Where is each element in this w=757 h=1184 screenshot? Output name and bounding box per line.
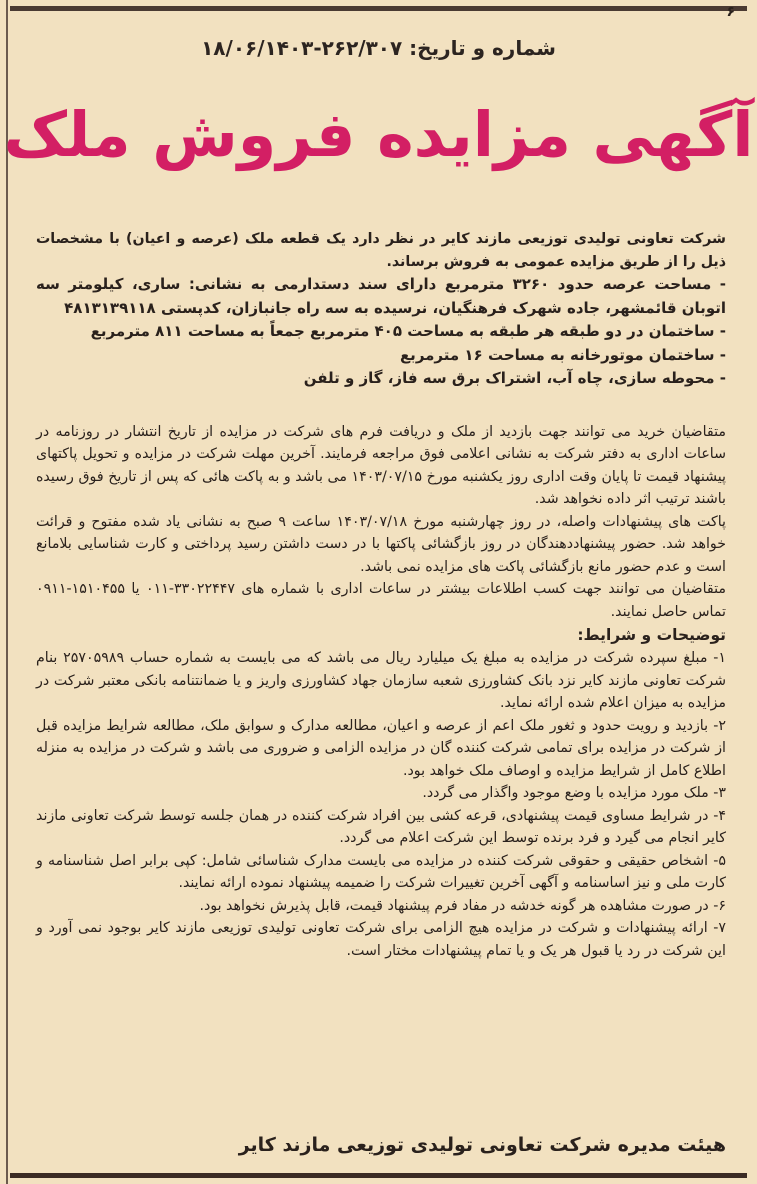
ad-title: آگهی مزایده فروش ملک [3, 98, 754, 171]
notice-paragraph: پاکت های پیشنهادات واصله، در روز چهارشنبه مورخ ۱۴۰۳/۰۷/۱۸ ساعت ۹ صبح به نشانی یاد شده مفتوح و قرائت خواهد شد. حضور پیشنهاددهندگان در روز بازگشائی پاکتها با در دست داشتن رسید پرداختی و کارت شناسایی بلامانع است و عدم حضور مانع بازگشائی پاکت های مزایده نمی باشد. [36, 513, 726, 575]
term-item: ۳- ملک مورد مزایده با وضع موجود واگذار می گردد. [422, 785, 726, 801]
spec-item: - ساختمان موتورخانه به مساحت ۱۶ مترمربع [399, 345, 726, 364]
top-border-rule [10, 6, 747, 11]
ad-number-date: شماره و تاریخ: ۲۶۲/۳۰۷-۱۸/۰۶/۱۴۰۳ [201, 36, 556, 60]
left-border-rule [6, 0, 8, 1184]
intro-paragraph: شرکت تعاونی تولیدی توزیعی مازند کایر در نظر دارد یک قطعه ملک (عرصه و اعیان) با مشخصات ذیل را از طریق مزایده عمومی به فروش برساند. [36, 231, 726, 270]
spec-item: - محوطه سازی، چاه آب، اشتراک برق سه فاز، گاز و تلفن [303, 369, 726, 387]
term-item: ۵- اشخاص حقیقی و حقوقی شرکت کننده در مزایده می بایست مدارک شناسائی شامل: کپی برابر اصل شناسنامه و کارت ملی و نیز اساسنامه و آگهی آخرین تغییرات شرکت را ضمیمه پیشنهاد نموده ارائه نمایند. [36, 852, 726, 891]
notice-paragraph: متقاضیان می توانند جهت کسب اطلاعات بیشتر در ساعات اداری با شماره های ۳۳۰۲۲۴۴۷-۰۱۱ یا ۱۵۱۰۴۵۵-۰۹۱۱ تماس حاصل نمایند. [36, 581, 726, 620]
signature-line: هیئت مدیره شرکت تعاونی تولیدی توزیعی مازند کایر [238, 1134, 726, 1156]
corner-number: ۶ [726, 4, 735, 20]
property-specs [36, 273, 726, 391]
spec-item: - مساحت عرصه حدود ۳۲۶۰ مترمربع دارای سند دستدارمی به نشانی: ساری، کیلومتر سه اتوبان قائمشهر، جاده شهرک فرهنگیان، نرسیده به سه راه جانبازان، کدپستی ۴۸۱۳۱۳۹۱۱۸ [36, 275, 726, 317]
terms-title: توضیحات و شرایط: [577, 626, 726, 644]
term-item: ۷- ارائه پیشنهادات و شرکت در مزایده هیچ الزامی برای شرکت تعاونی تولیدی توزیعی مازند کایر بوجود نمی آورد و این شرکت در رد یا قبول هر یک و یا تمام پیشنهادات مختار است. [36, 920, 726, 959]
ad-body [36, 228, 726, 962]
terms-list [36, 647, 726, 962]
term-item: ۴- در شرایط مساوی قیمت پیشنهادی، قرعه کشی بین افراد شرکت کننده در همان جلسه توسط شرکت تعاونی مازند کایر انجام می گیرد و فرد برنده توسط این شرکت اعلام می گردد. [36, 807, 726, 846]
spec-item: - ساختمان در دو طبقه هر طبقه به مساحت ۴۰۵ مترمربع جمعاً به مساحت ۸۱۱ مترمربع [90, 322, 726, 340]
term-item: ۶- در صورت مشاهده هر گونه خدشه در مفاد فرم پیشنهاد قیمت، قابل پذیرش نخواهد بود. [199, 897, 726, 914]
notice-section [36, 421, 726, 624]
term-item: ۱- مبلغ سپرده شرکت در مزایده به مبلغ یک میلیارد ریال می باشد که می بایست به شماره حساب ۲۵۷۰۵۹۸۹ بنام شرکت تعاونی مازند کایر نزد بانک کشاورزی شعبه سازمان جهاد کشاورزی واریز و یا ضمانتنامه بانکی معتبر شرکت در مزایده به میزان اعلام شده ارائه نماید. [36, 650, 726, 711]
bottom-border-rule [10, 1173, 747, 1178]
notice-paragraph: متقاضیان خرید می توانند جهت بازدید از ملک و دریافت فرم های شرکت در مزایده از تاریخ انتشار در روزنامه در ساعات اداری به دفتر شرکت به نشانی اعلامی فوق مراجعه فرمایند. آخرین مهلت شرکت در مزایده و تحویل پاکتهای پیشنهاد قیمت تا پایان وقت اداری روز یکشنبه مورخ ۱۴۰۳/۰۷/۱۵ می باشد و به پاکت هائی که پس از تاریخ فوق رسیده باشند ترتیب اثر داده نخواهد شد. [36, 423, 726, 507]
term-item: ۲- بازدید و رویت حدود و ثغور ملک اعم از عرصه و اعیان، مطالعه مدارک و سوابق ملک، مطالعه شرایط مزایده قبل از شرکت در مزایده برای تمامی شرکت کننده گان در مزایده الزامی و ضروری می باشد و شرکت در مزایده به منزله اطلاع کامل از شرایط مزایده و اوصاف ملک خواهد بود. [36, 717, 726, 779]
